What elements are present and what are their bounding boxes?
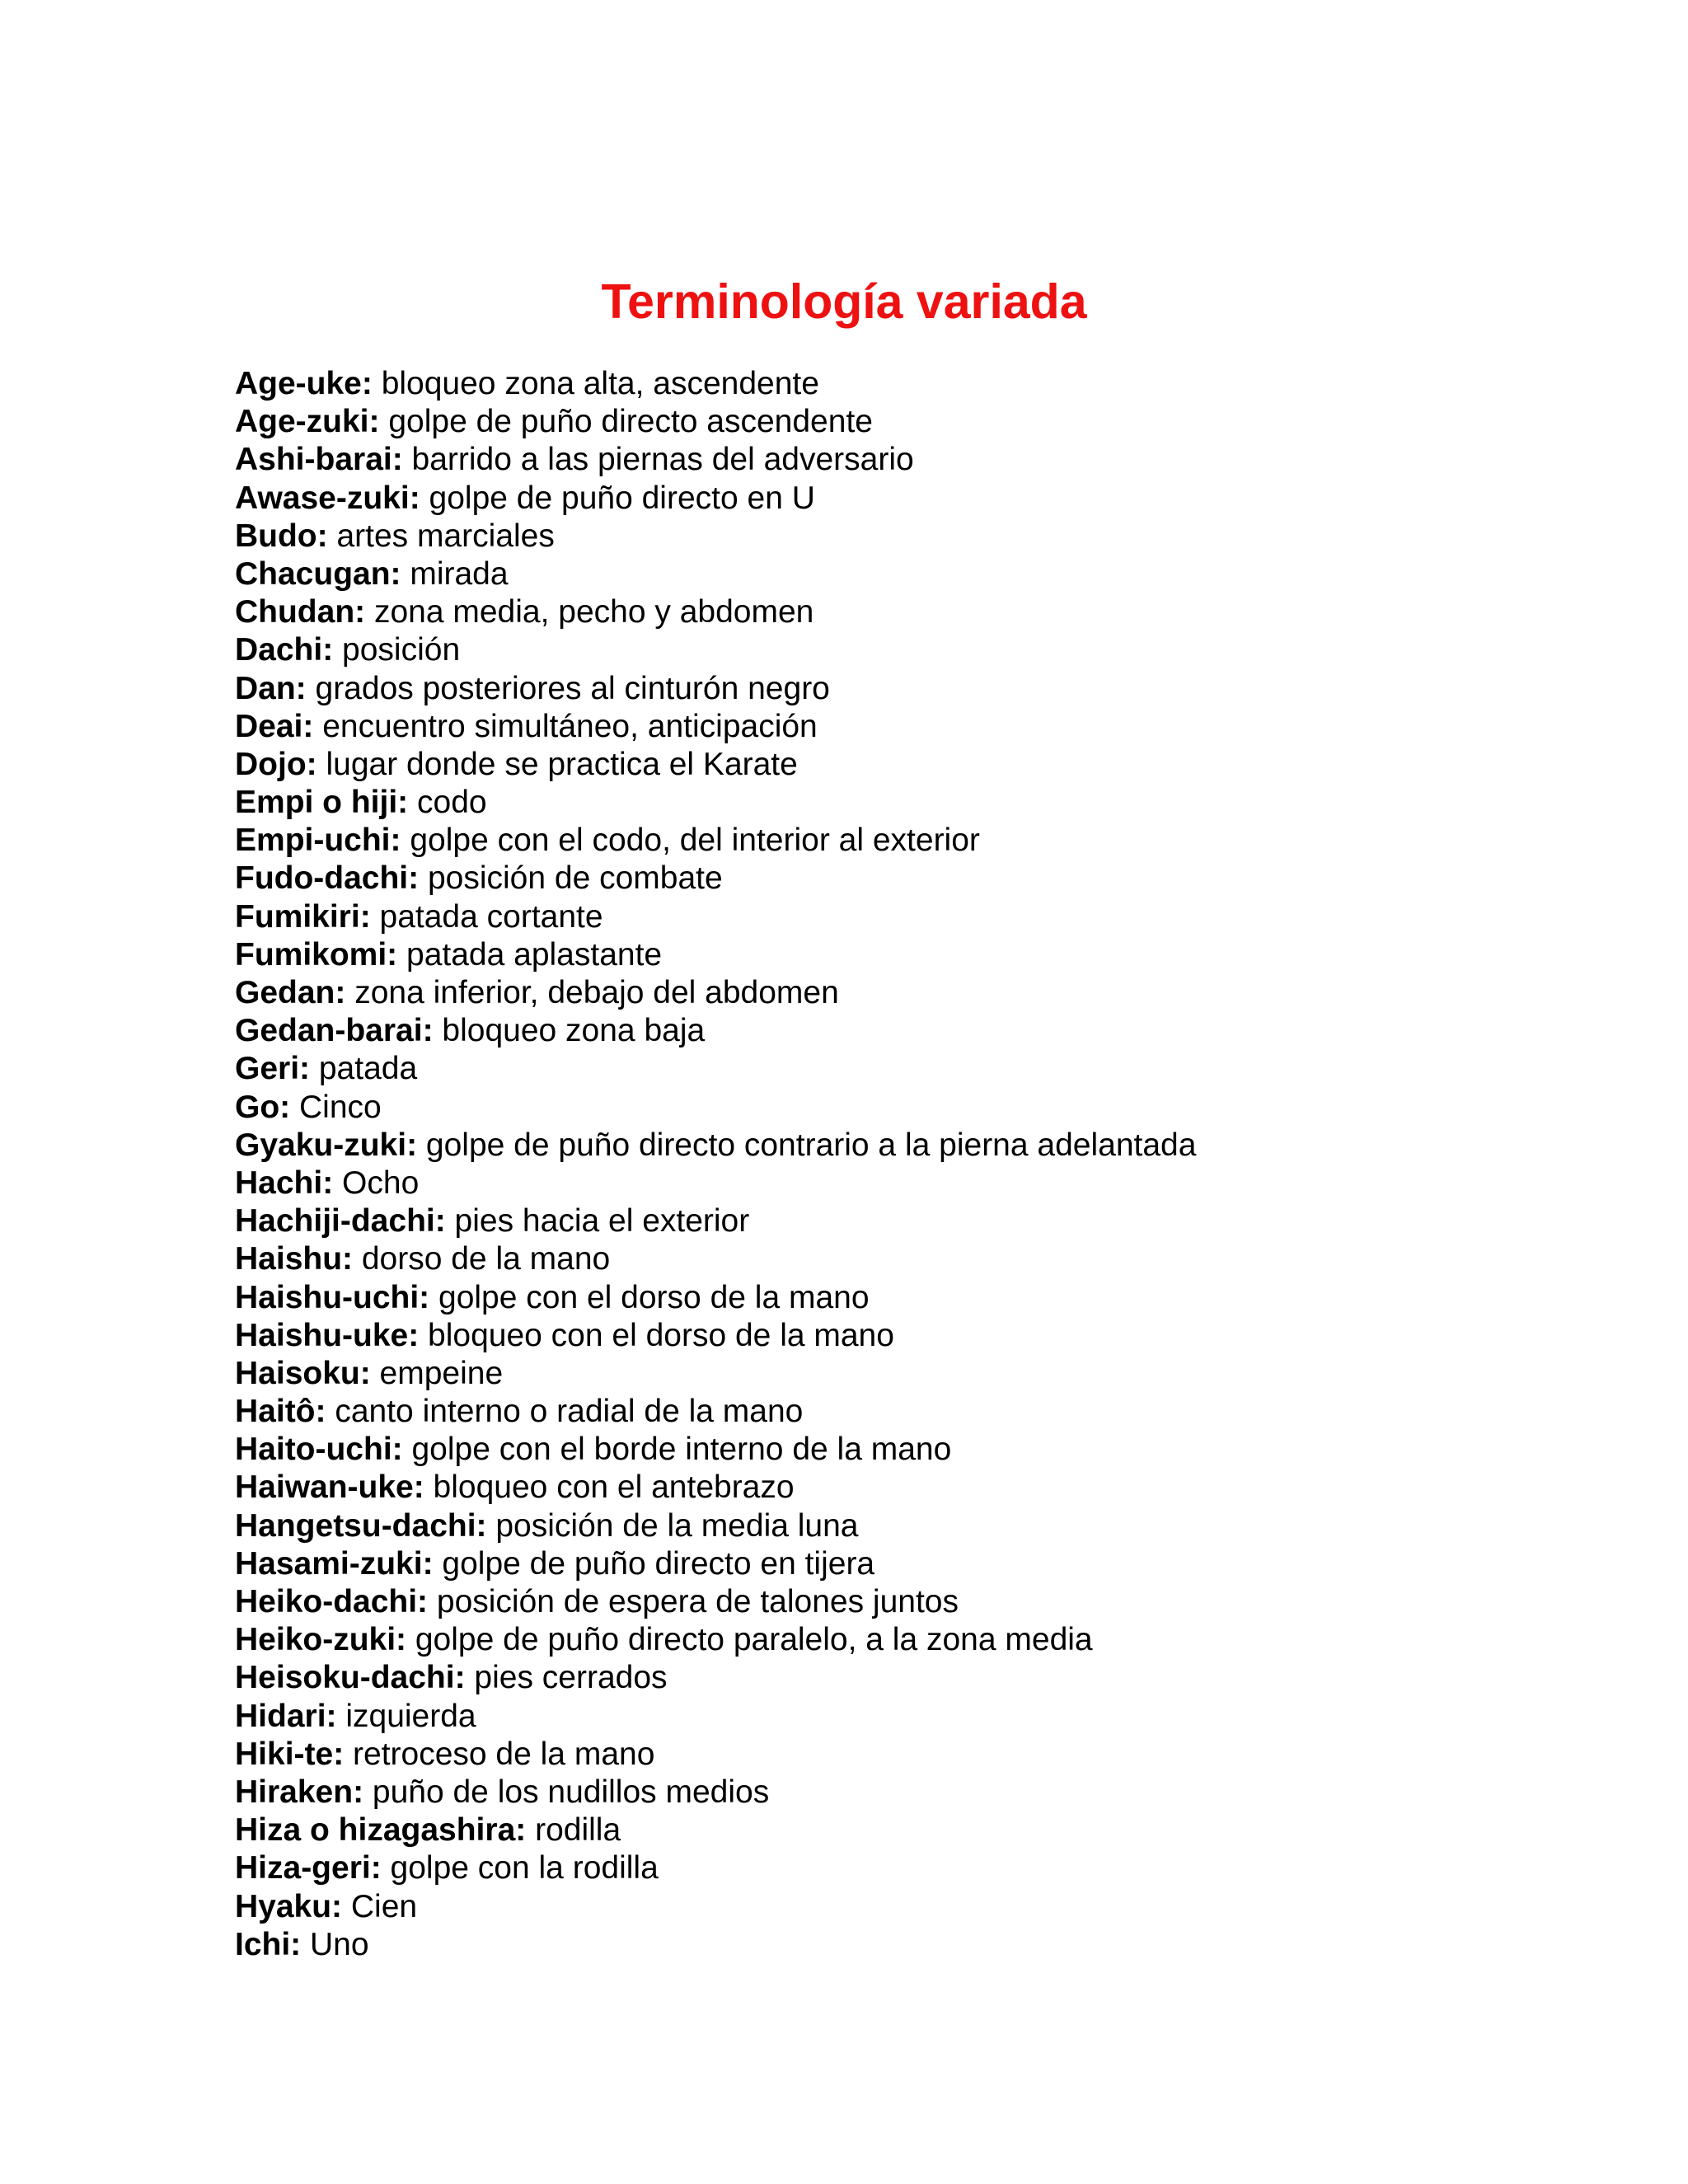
- term-label: Go:: [235, 1089, 291, 1125]
- term-row: [235, 441, 1636, 479]
- term-row: [235, 1583, 1636, 1621]
- term-definition: patada cortante: [370, 898, 603, 935]
- term-definition: pies cerrados: [465, 1660, 668, 1696]
- term-label: Hyaku:: [235, 1888, 343, 1924]
- term-row: [235, 1621, 1636, 1659]
- term-row: [235, 403, 1636, 441]
- term-label: Hiki-te:: [235, 1736, 345, 1772]
- term-label: Budo:: [235, 518, 328, 554]
- term-definition: pies hacia el exterior: [445, 1203, 750, 1240]
- term-row: [235, 670, 1636, 708]
- term-label: Hiraken:: [235, 1774, 364, 1810]
- term-row: [235, 1012, 1636, 1050]
- term-definition: golpe con la rodilla: [381, 1850, 659, 1886]
- term-definition: posición de la media luna: [486, 1507, 859, 1544]
- term-row: [235, 1202, 1636, 1240]
- term-definition: posición de combate: [419, 860, 723, 897]
- term-label: Dan:: [235, 670, 307, 706]
- term-label: Hachiji-dachi:: [235, 1203, 446, 1240]
- term-label: Deai:: [235, 708, 314, 744]
- term-row: [235, 860, 1636, 898]
- term-row: [235, 708, 1636, 746]
- term-definition: Cinco: [290, 1089, 382, 1125]
- term-definition: patada: [310, 1051, 418, 1087]
- term-label: Dachi:: [235, 632, 334, 668]
- term-label: Heiko-dachi:: [235, 1584, 429, 1619]
- term-row: [235, 480, 1636, 518]
- term-definition: posición de espera de talones juntos: [428, 1584, 959, 1619]
- term-row: [235, 1393, 1636, 1431]
- term-label: Empi-uchi:: [235, 823, 401, 859]
- term-row: [235, 1811, 1636, 1849]
- term-label: Haisoku:: [235, 1355, 371, 1391]
- term-definition: golpe con el codo, del interior al exterior: [401, 823, 980, 859]
- term-definition: bloqueo con el antebrazo: [424, 1469, 795, 1506]
- term-label: Hachi:: [235, 1165, 334, 1201]
- term-label: Fumikomi:: [235, 936, 398, 972]
- term-row: [235, 1774, 1636, 1811]
- term-definition: posición: [333, 632, 461, 668]
- term-label: Geri:: [235, 1051, 311, 1087]
- term-row: [235, 784, 1636, 822]
- term-definition: golpe de puño directo en U: [420, 480, 815, 516]
- term-row: [235, 1317, 1636, 1355]
- term-definition: artes marciales: [327, 518, 555, 554]
- term-label: Haitô:: [235, 1394, 326, 1430]
- term-label: Heisoku-dachi:: [235, 1660, 466, 1696]
- term-definition: golpe de puño directo paralelo, a la zona media: [406, 1622, 1093, 1658]
- term-row: [235, 1659, 1636, 1697]
- term-label: Dojo:: [235, 746, 317, 782]
- term-definition: Ocho: [333, 1165, 420, 1201]
- term-definition: lugar donde se practica el Karate: [316, 746, 798, 782]
- term-label: Hiza o hizagashira:: [235, 1812, 527, 1849]
- term-label: Fumikiri:: [235, 898, 371, 935]
- term-row: [235, 631, 1636, 669]
- term-label: Chacugan:: [235, 555, 401, 592]
- term-definition: golpe de puño directo ascendente: [379, 404, 873, 440]
- term-row: [235, 1926, 1636, 1964]
- term-row: [235, 1240, 1636, 1278]
- term-row: [235, 365, 1636, 403]
- page-title: Terminología variada: [601, 274, 1087, 329]
- term-label: Hiza-geri:: [235, 1850, 382, 1886]
- term-definition: patada aplastante: [397, 936, 663, 972]
- term-label: Chudan:: [235, 594, 366, 630]
- term-row: [235, 1279, 1636, 1317]
- term-row: [235, 593, 1636, 631]
- term-label: Haishu-uchi:: [235, 1279, 430, 1315]
- term-definition: puño de los nudillos medios: [363, 1774, 770, 1810]
- term-definition: zona media, pecho y abdomen: [365, 594, 814, 630]
- term-definition: golpe con el borde interno de la mano: [402, 1432, 952, 1468]
- term-row: [235, 1736, 1636, 1774]
- term-definition: golpe de puño directo en tijera: [433, 1545, 875, 1582]
- term-definition: encuentro simultáneo, anticipación: [313, 708, 818, 744]
- term-definition: empeine: [370, 1355, 504, 1391]
- term-label: Age-zuki:: [235, 404, 380, 440]
- term-definition: bloqueo con el dorso de la mano: [419, 1317, 894, 1353]
- term-row: [235, 1127, 1636, 1165]
- term-label: Gyaku-zuki:: [235, 1127, 418, 1163]
- term-label: Hidari:: [235, 1698, 337, 1734]
- term-row: [235, 1355, 1636, 1393]
- term-definition: golpe con el dorso de la mano: [429, 1279, 870, 1315]
- term-row: [235, 555, 1636, 593]
- term-row: [235, 1165, 1636, 1202]
- term-definition: izquierda: [336, 1698, 476, 1734]
- term-row: [235, 1698, 1636, 1736]
- term-definition: bloqueo zona baja: [433, 1013, 706, 1049]
- term-definition: codo: [408, 785, 487, 821]
- term-definition: retroceso de la mano: [344, 1736, 655, 1772]
- term-label: Haiwan-uke:: [235, 1469, 424, 1506]
- term-definition: rodilla: [526, 1812, 621, 1849]
- term-list: [235, 365, 1636, 1964]
- term-row: [235, 898, 1636, 936]
- term-row: [235, 1507, 1636, 1545]
- term-definition: canto interno o radial de la mano: [326, 1394, 804, 1430]
- term-row: [235, 1089, 1636, 1127]
- term-row: [235, 822, 1636, 860]
- term-label: Fudo-dachi:: [235, 860, 420, 897]
- term-definition: Uno: [301, 1926, 369, 1962]
- term-label: Heiko-zuki:: [235, 1622, 407, 1658]
- term-label: Age-uke:: [235, 366, 373, 401]
- term-label: Ashi-barai:: [235, 442, 403, 478]
- term-label: Gedan:: [235, 975, 346, 1010]
- term-definition: barrido a las piernas del adversario: [402, 442, 914, 478]
- term-row: [235, 1849, 1636, 1887]
- term-label: Haishu:: [235, 1241, 354, 1277]
- term-definition: dorso de la mano: [353, 1241, 611, 1277]
- term-row: [235, 1469, 1636, 1507]
- term-definition: grados posteriores al cinturón negro: [306, 670, 830, 706]
- term-definition: zona inferior, debajo del abdomen: [345, 975, 839, 1010]
- term-definition: Cien: [342, 1888, 418, 1924]
- term-row: [235, 746, 1636, 784]
- term-definition: bloqueo zona alta, ascendente: [372, 366, 819, 401]
- term-row: [235, 1431, 1636, 1469]
- term-label: Haishu-uke:: [235, 1317, 420, 1353]
- term-label: Empi o hiji:: [235, 785, 409, 821]
- term-label: Awase-zuki:: [235, 480, 420, 516]
- term-label: Ichi:: [235, 1926, 302, 1962]
- term-label: Hangetsu-dachi:: [235, 1507, 487, 1544]
- term-definition: golpe de puño directo contrario a la pierna adelantada: [417, 1127, 1197, 1163]
- term-row: [235, 1888, 1636, 1926]
- term-row: [235, 936, 1636, 974]
- term-row: [235, 1050, 1636, 1088]
- term-row: [235, 1545, 1636, 1583]
- term-label: Gedan-barai:: [235, 1013, 434, 1049]
- term-label: Haito-uchi:: [235, 1432, 403, 1468]
- term-row: [235, 974, 1636, 1012]
- term-row: [235, 518, 1636, 555]
- term-definition: mirada: [401, 555, 509, 592]
- term-label: Hasami-zuki:: [235, 1545, 434, 1582]
